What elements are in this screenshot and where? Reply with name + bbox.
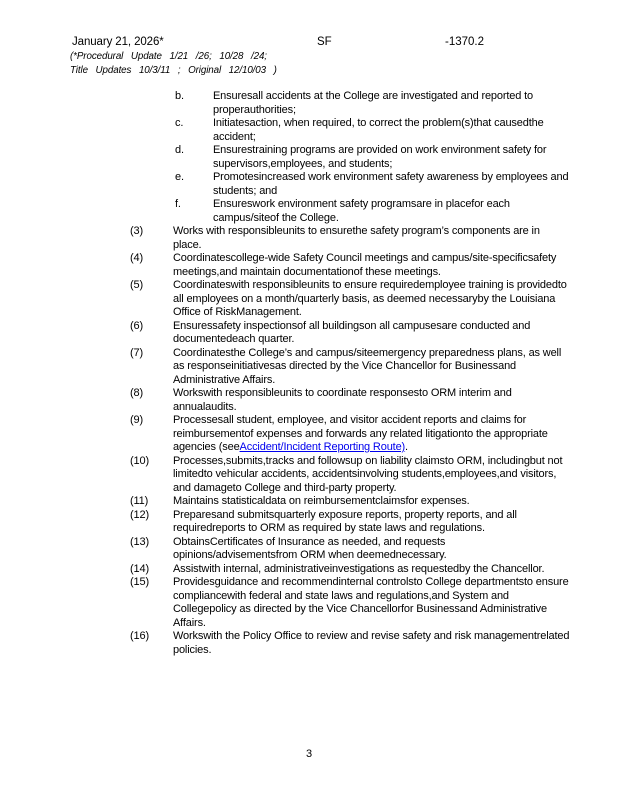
item-text: Initiatesaction, when required, to correct the problem(s)that causedthe accident; bbox=[213, 117, 544, 143]
item-text: Providesguidance and recommendinternal controlsto College departmentsto ensure compliancewith federal and state laws and regulations,and System and Collegepolicy as directed by the Vice Chancellorfor Businessand Administrative Affairs. bbox=[173, 576, 569, 629]
list-item-14 bbox=[130, 563, 570, 577]
item-text: Ensuresall accidents at the College are investigated and reported to properauthorities; bbox=[213, 90, 534, 116]
list-item-12 bbox=[130, 509, 570, 536]
item-marker: b. bbox=[175, 90, 184, 102]
item-text: Assistwith internal, administrativeinvestigations as requestedby the Chancellor. bbox=[173, 562, 545, 575]
list-item-4 bbox=[130, 252, 570, 279]
revision-history-line-2: Title Updates 10/3/11 ; Original 12/10/03 ) bbox=[70, 65, 277, 76]
item-text-before-link: Processesall student, employee, and visitor accident reports and claims for reimbursementof expenses and forwards any related litigationto the appropriate agencies (see bbox=[173, 414, 548, 453]
page-number: 3 bbox=[305, 748, 313, 760]
item-marker: d. bbox=[175, 144, 184, 156]
list-item-13 bbox=[130, 536, 570, 563]
item-marker: (15) bbox=[130, 576, 149, 588]
item-text: Coordinatescollege-wide Safety Council meetings and campus/site-specificsafety meetings,and maintain documentationof these meetings. bbox=[173, 252, 557, 278]
item-text: Workswith the Policy Office to review and revise safety and risk managementrelated policies. bbox=[173, 630, 570, 656]
item-text: Ensureswork environment safety programsare in placefor each campus/siteof the College. bbox=[213, 198, 510, 224]
list-item-e bbox=[130, 171, 570, 198]
item-marker: (7) bbox=[130, 346, 143, 359]
header-date: January 21, 2026* bbox=[72, 36, 164, 48]
item-marker: (9) bbox=[130, 414, 143, 426]
item-text: Ensurestraining programs are provided on work environment safety for supervisors,employees, and students; bbox=[213, 144, 547, 170]
item-text: Promotesincreased work environment safety awareness by employees and students; and bbox=[213, 171, 569, 197]
item-text: Coordinateswith responsibleunits to ensure requiredemployee training is providedto all employees on a month/quarterly basis, as deemed necessaryby the Louisiana Office of RiskManagement. bbox=[173, 279, 567, 318]
list-item-5 bbox=[130, 279, 570, 320]
item-marker: (11) bbox=[130, 495, 149, 507]
list-item-15 bbox=[130, 576, 570, 630]
list-item-10 bbox=[130, 455, 570, 496]
list-item-3 bbox=[130, 225, 570, 252]
item-marker: c. bbox=[175, 117, 184, 129]
item-marker: (3) bbox=[130, 225, 143, 237]
list-item-d bbox=[130, 144, 570, 171]
item-marker: e. bbox=[175, 171, 184, 183]
document-body bbox=[130, 90, 570, 657]
list-item-f bbox=[130, 198, 570, 225]
revision-history-line-1: (*Procedural Update 1/21 /26; 10/28 /24; bbox=[70, 51, 267, 62]
item-text bbox=[173, 414, 570, 455]
item-text: Preparesand submitsquarterly exposure reports, property reports, and all requiredreports to ORM as required by state laws and regulations. bbox=[173, 508, 517, 534]
accident-incident-reporting-route-link[interactable]: Accident/Incident Reporting Route) bbox=[239, 441, 406, 453]
item-text-after-link: . bbox=[405, 441, 408, 453]
item-marker: (12) bbox=[130, 508, 149, 521]
item-marker: (6) bbox=[130, 319, 143, 332]
item-text: Maintains statisticaldata on reimbursementclaimsfor expenses. bbox=[173, 495, 470, 507]
header-document-code: SF bbox=[317, 36, 332, 48]
list-item-c bbox=[130, 117, 570, 144]
item-marker: (10) bbox=[130, 454, 149, 467]
list-item-6 bbox=[130, 320, 570, 347]
list-item-7 bbox=[130, 347, 570, 388]
item-marker: (14) bbox=[130, 562, 149, 575]
item-marker: (4) bbox=[130, 252, 143, 264]
header-policy-number: -1370.2 bbox=[445, 36, 485, 48]
item-text: Workswith responsibleunits to coordinate responsesto ORM interim and annualaudits. bbox=[173, 387, 512, 413]
list-item-11 bbox=[130, 495, 570, 509]
item-marker: (13) bbox=[130, 535, 149, 548]
item-text: ObtainsCertificates of Insurance as needed, and requests opinions/advisementsfrom ORM when deemednecessary. bbox=[173, 535, 447, 561]
item-marker: (8) bbox=[130, 387, 143, 399]
item-marker: (16) bbox=[130, 630, 149, 642]
item-text: Processes,submits,tracks and followsup on liability claimsto ORM, includingbut not limitedto vehicular accidents, accidentsinvolving students,employees,and visitors, and damageto College and third-party property. bbox=[173, 454, 563, 494]
list-item-b bbox=[130, 90, 570, 117]
item-marker: (5) bbox=[130, 279, 143, 291]
item-text: Ensuressafety inspectionsof all buildingson all campusesare conducted and documentedeach quarter. bbox=[173, 319, 531, 345]
list-item-8 bbox=[130, 387, 570, 414]
item-text: Coordinatesthe College’s and campus/siteemergency preparedness plans, as well as responseinitiativesas directed by the Vice Chancellor for Businessand Administrative Affairs. bbox=[173, 346, 562, 386]
list-item-16 bbox=[130, 630, 570, 657]
item-text: Works with responsibleunits to ensurethe safety program’s components are in place. bbox=[173, 225, 540, 251]
item-marker: f. bbox=[175, 198, 181, 210]
list-item-9 bbox=[130, 414, 570, 455]
